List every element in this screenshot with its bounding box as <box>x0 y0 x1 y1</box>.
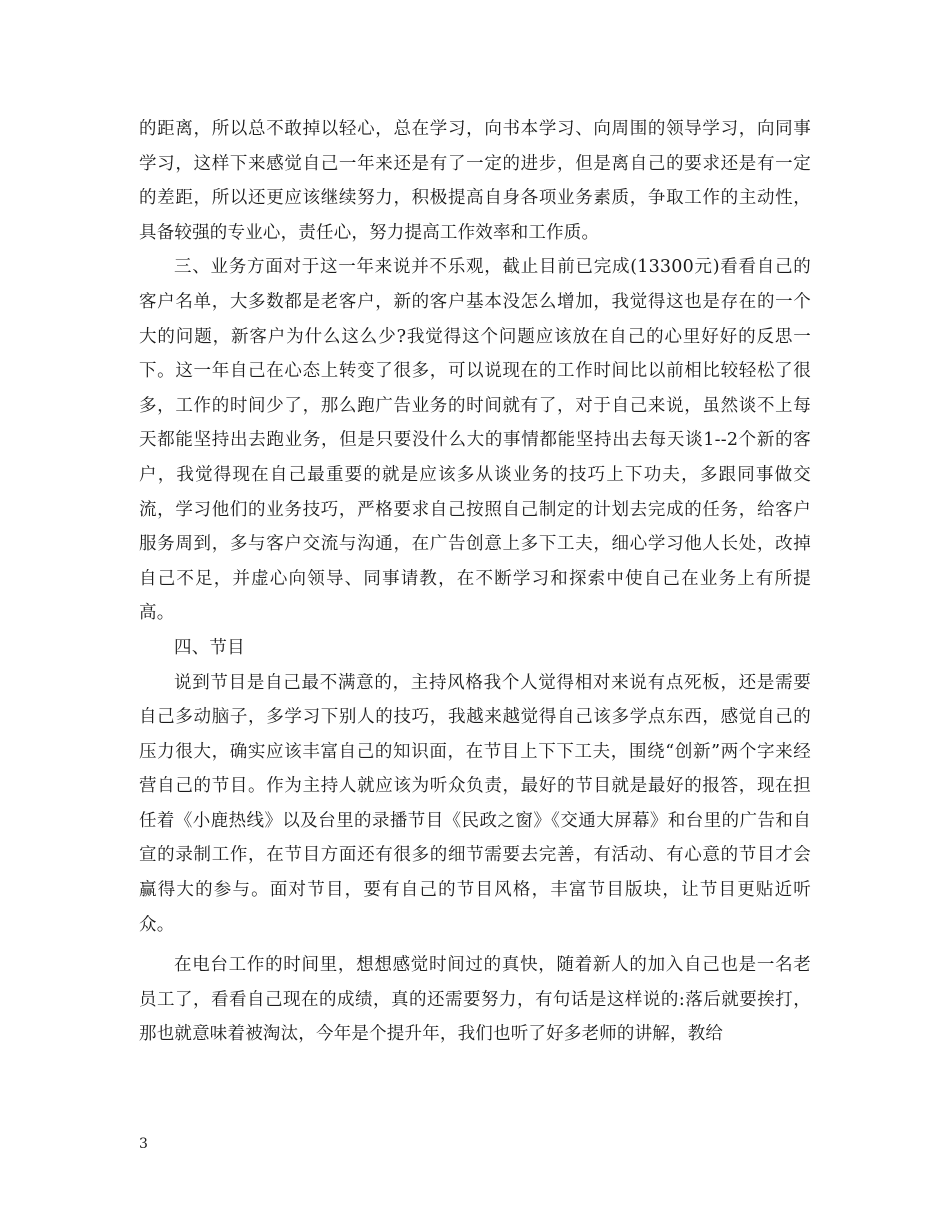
paragraph-radio-work: 在电台工作的时间里，想想感觉时间过的真快，随着新人的加入自己也是一名老员工了，看看自己现在的成绩，真的还需要努力，有句话是这样说的:落后就要挨打，那也就意味着被淘汰，今年是个提升年，我们也听了好多老师的讲解，教给 <box>139 955 811 1045</box>
page-number: 3 <box>139 1136 148 1152</box>
paragraph-continuation: 的距离，所以总不敢掉以轻心，总在学习，向书本学习、向周围的领导学习，向同事学习，这样下来感觉自己一年来还是有了一定的进步，但是离自己的要求还是有一定的差距，所以还更应该继续努力，积极提高自身各项业务素质，争取工作的主动性，具备较强的专业心，责任心，努力提高工作效率和工作质。 <box>139 119 811 243</box>
section-heading-programs: 四、节目 <box>174 637 245 658</box>
document-body <box>139 112 811 1052</box>
paragraph-programs: 说到节目是自己最不满意的，主持风格我个人觉得相对来说有点死板，还是需要自己多动脑子，多学习下别人的技巧，我越来越觉得自己该多学点东西，感觉自己的压力很大，确实应该丰富自己的知识面，在节目上下下工夫，围绕“创新”两个字来经营自己的节目。作为主持人就应该为听众负责，最好的节目就是最好的报答，现在担任着《小鹿热线》以及台里的录播节目《民政之窗》《交通大屏幕》和台里的广告和自宣的录制工作，在节目方面还有很多的细节需要去完善，有活动、有心意的节目才会赢得大的参与。面对节目，要有自己的节目风格，丰富节目版块，让节目更贴近听众。 <box>139 672 811 935</box>
paragraph-business: 三、业务方面对于这一年来说并不乐观，截止目前已完成(13300元)看看自己的客户名单，大多数都是老客户，新的客户基本没怎么增加，我觉得这也是存在的一个大的问题，新客户为什么这么少?我觉得这个问题应该放在自己的心里好好的反思一下。这一年自己在心态上转变了很多，可以说现在的工作时间比以前相比较轻松了很多，工作的时间少了，那么跑广告业务的时间就有了，对于自己来说，虽然谈不上每天都能坚持出去跑业务，但是只要没什么大的事情都能坚持出去每天谈1--2个新的客户，我觉得现在自己最重要的就是应该多从谈业务的技巧上下功夫，多跟同事做交流，学习他们的业务技巧，严格要求自己按照自己制定的计划去完成的任务，给客户服务周到，多与客户交流与沟通，在广告创意上多下工夫，细心学习他人长处，改掉自己不足，并虚心向领导、同事请教，在不断学习和探索中使自己在业务上有所提高。 <box>139 257 811 624</box>
